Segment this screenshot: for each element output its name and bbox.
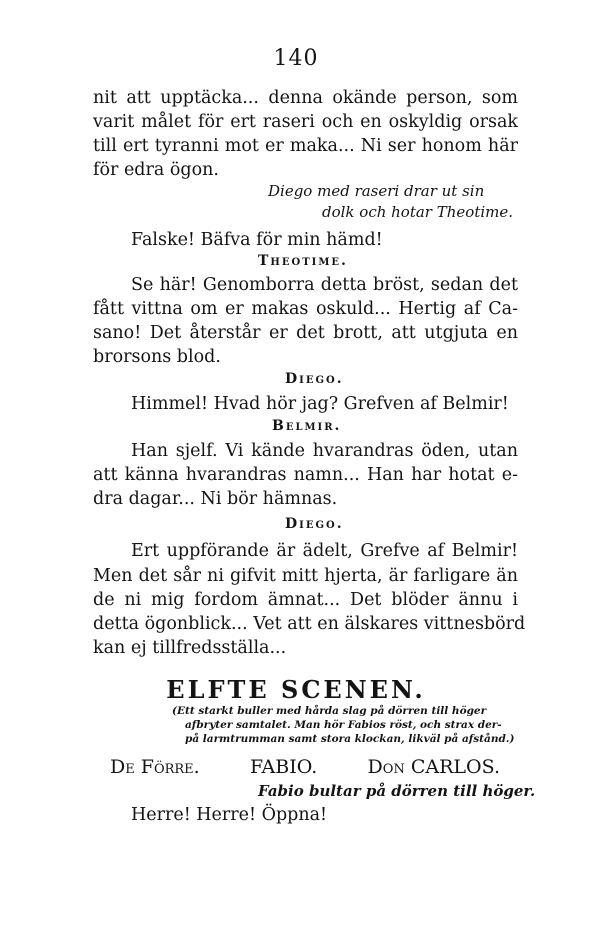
- stage-direction: dolk och hotar Theotime.: [322, 203, 514, 221]
- scene-direction-line: (Ett starkt buller med hårda slag på dörren till höger: [172, 705, 487, 717]
- dialogue-line: Se här! Genomborra detta bröst, sedan det: [131, 275, 518, 295]
- speaker-name: Belmir.: [272, 418, 342, 434]
- cast-member: FABIO.: [250, 756, 318, 778]
- page-number: 140: [273, 46, 319, 71]
- text-line: till ert tyranni mot er maka... Ni ser honom här: [93, 136, 518, 156]
- scene-direction-line: afbryter samtalet. Man hör Fabios röst, och strax der-: [185, 719, 502, 731]
- speaker-name: Theotime.: [258, 253, 348, 269]
- speaker-name: Diego.: [285, 371, 344, 387]
- dialogue-line: Han sjelf. Vi kände hvarandras öden, utan: [131, 441, 518, 461]
- text-line: nit att upptäcka... denna okände person, som: [93, 88, 518, 108]
- dialogue-line: kan ej tillfredsställa...: [93, 638, 287, 658]
- cast-member: Don CARLOS.: [367, 756, 500, 778]
- text-line: för edra ögon.: [93, 160, 219, 180]
- dialogue-line: brorsons blod.: [93, 347, 221, 367]
- dialogue-line: Men det sår ni gifvit mitt hjerta, är farligare än: [93, 566, 518, 586]
- dialogue-line: att känna hvarandras namn... Han har hotat e-: [93, 465, 518, 485]
- text-line: varit målet för ert raseri och en oskyldig orsak: [93, 112, 518, 132]
- speaker-name: Diego.: [285, 516, 344, 532]
- dialogue-line: Herre! Herre! Öppna!: [131, 805, 328, 825]
- dialogue-line: sano! Det återstår er det brott, att utgjuta en: [93, 323, 518, 343]
- dialogue-line: de ni mig fordom ämnat... Det blöder ännu i: [93, 590, 518, 610]
- dialogue-line: detta ögonblick... Vet att en älskares vittnesbörd: [93, 614, 526, 634]
- scene-direction-line: på larmtrumman samt stora klockan, likväl på afstånd.): [185, 733, 515, 745]
- stage-direction: Fabio bultar på dörren till höger.: [258, 782, 536, 800]
- cast-list: [110, 756, 500, 778]
- cast-member: De Förre.: [110, 756, 200, 778]
- stage-direction: Diego med raseri drar ut sin: [268, 182, 485, 200]
- dialogue-line: Ert uppförande är ädelt, Grefve af Belmir!: [131, 541, 518, 561]
- dialogue-line: dra dagar... Ni bör hämnas.: [93, 489, 338, 509]
- dialogue-line: Falske! Bäfva för min hämd!: [131, 230, 383, 250]
- dialogue-line: fått vittna om er makas oskuld... Hertig af Ca-: [93, 299, 518, 319]
- scene-title: ELFTE SCENEN.: [166, 675, 426, 704]
- dialogue-line: Himmel! Hvad hör jag? Grefven af Belmir!: [131, 394, 509, 414]
